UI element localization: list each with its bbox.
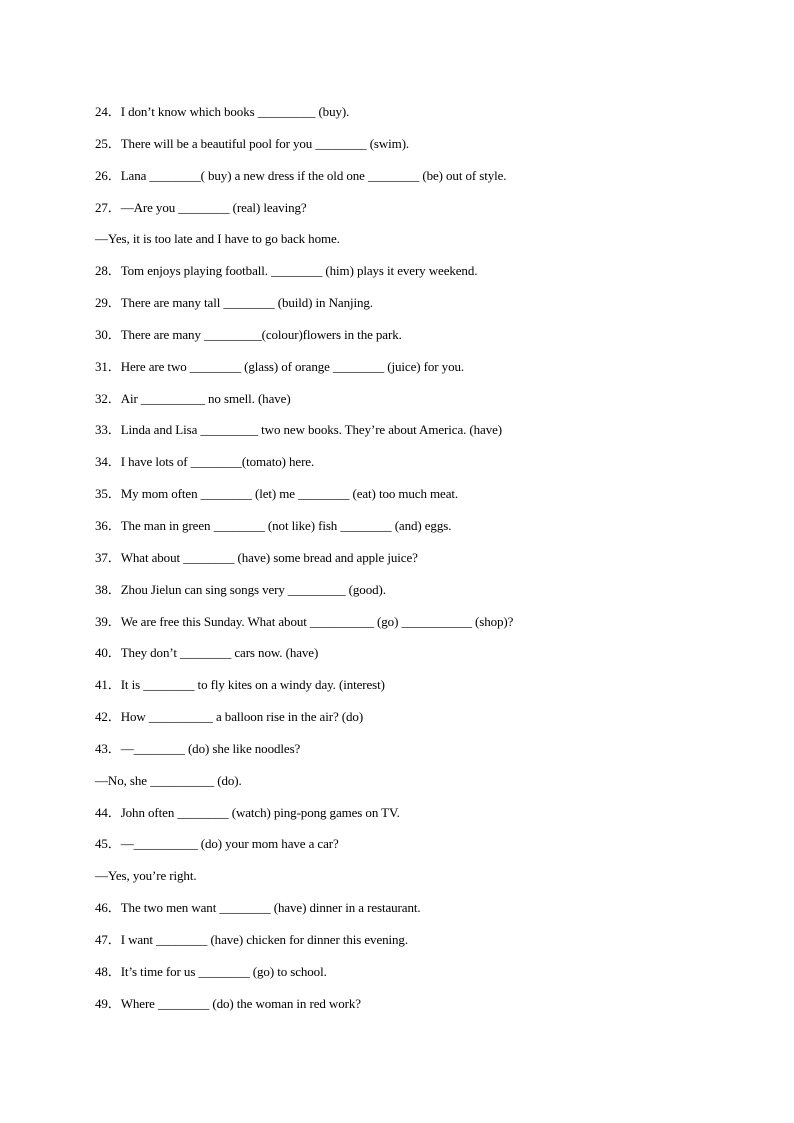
question-26: 26．Lana ________( buy) a new dress if the old one ________ (be) out of style.	[95, 167, 507, 183]
question-48: 48．It’s time for us ________ (go) to school.	[95, 963, 327, 979]
question-25: 25．There will be a beautiful pool for you ________ (swim).	[95, 135, 410, 151]
question-45: 45．—__________ (do) your mom have a car?	[95, 836, 339, 852]
question-41: 41．It is ________ to fly kites on a windy day. (interest)	[95, 677, 385, 693]
question-39: 39．We are free this Sunday. What about __________ (go) ___________ (shop)?	[95, 613, 514, 629]
question-24: 24．I don’t know which books _________ (buy).	[95, 104, 350, 119]
question-34: 34．I have lots of ________(tomato) here.	[95, 454, 315, 470]
question-45-response: —Yes, you’re right.	[95, 868, 197, 884]
question-37: 37．What about ________ (have) some bread and apple juice?	[95, 549, 418, 565]
question-32: 32．Air __________ no smell. (have)	[95, 390, 291, 406]
question-47: 47．I want ________ (have) chicken for dinner this evening.	[95, 931, 408, 947]
question-30: 30．There are many _________(colour)flowers in the park.	[95, 326, 402, 342]
exercise-sheet	[95, 102, 755, 1025]
question-27: 27．—Are you ________ (real) leaving?	[95, 199, 307, 215]
question-36: 36．The man in green ________ (not like) fish ________ (and) eggs.	[95, 517, 452, 533]
question-44: 44．John often ________ (watch) ping-pong games on TV.	[95, 804, 400, 820]
question-35: 35．My mom often ________ (let) me ________ (eat) too much meat.	[95, 486, 459, 502]
question-43-response: —No, she __________ (do).	[95, 772, 242, 788]
question-46: 46．The two men want ________ (have) dinner in a restaurant.	[95, 900, 421, 916]
question-29: 29．There are many tall ________ (build) in Nanjing.	[95, 295, 373, 311]
question-43: 43．—________ (do) she like noodles?	[95, 740, 301, 756]
question-31: 31．Here are two ________ (glass) of orange ________ (juice) for you.	[95, 358, 465, 374]
question-38: 38．Zhou Jielun can sing songs very _________ (good).	[95, 581, 386, 597]
question-49: 49．Where ________ (do) the woman in red work?	[95, 995, 361, 1011]
question-28: 28．Tom enjoys playing football. ________ (him) plays it every weekend.	[95, 263, 478, 279]
question-42: 42．How __________ a balloon rise in the air? (do)	[95, 709, 364, 725]
question-40: 40．They don’t ________ cars now. (have)	[95, 645, 319, 661]
question-27-response: —Yes, it is too late and I have to go back home.	[95, 231, 340, 247]
question-33: 33．Linda and Lisa _________ two new books. They’re about America. (have)	[95, 422, 503, 438]
